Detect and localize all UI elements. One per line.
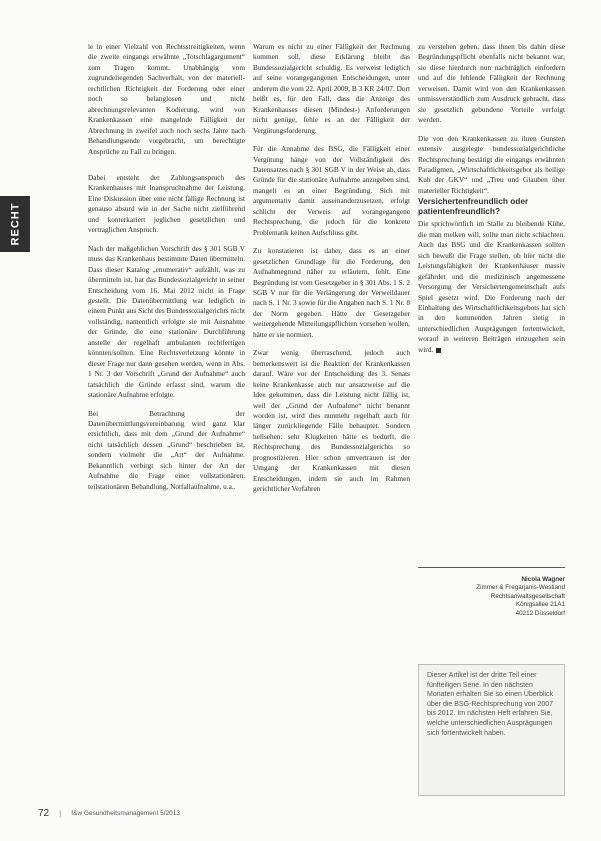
author-divider [418, 567, 565, 568]
paragraph: Dabei entsteht der Zahlungsanspruch des Krankenhauses mit Inanspruchnahme der Leistung. Eine Diskussion über eine nicht fällige Rechnung ist genauso absurd wie in der Sache nicht zielführend und konterkariert jeglichen gesetzlichen und vertraglichen Anspruch. [88, 172, 245, 235]
paragraph: Zu konstatieren ist daher, dass es an einer gesetzlichen Grundlage für die Forderung, den Aufnahmegrund näher zu erläutern, fehlt. Eine Begründung ist vom Gesetzgeber in § 301 Abs. 1 S. 2 SGB V nur für die Verlängerung der Verweildauer nach S. 1 Nr. 3 sowie für die Angaben nach S. 1 Nr. 8 der Norm gegeben. Hätte der Gesetzgeber weitergehende Mitteilungspflichten vorsehen wollen, hätte er sie normiert. [253, 246, 410, 339]
page-footer [38, 808, 180, 819]
paragraph: le in einer Vielzahl von Rechtsstreitigkeiten, wenn die zweite eingangs erwähnte „Totschlagargument“ zum Tragen kommt. Unabhängig vom zugrundeliegenden Sachverhalt, von der materiell-rechtlichen Richtigkeit der Forderung oder einer noch so belanglosen und nicht abrechnungsrelevanten Kodierung, wird von Krankenkassen eine mangelnde Fälligkeit der Abrechnung in zweifel auch noch sechs Jahre nach Behandlungsende vorgebracht, um berechtigte Ansprüche zu Fall zu bringen. [88, 42, 245, 156]
paragraph: zu verstehen geben, dass ihnen bis dahin diese Begründungspflicht ebenfalls nicht bekannt war, sie diese hierdurch nun nachträglich einfordern und auf die fehlende Fälligkeit der Rechnung verweisen. Damit wird von den Krankenkassen unmissverständlich zum Ausdruck gebracht, dass sie gesetzlich gebundene Vorteile verfolgt werden. [418, 42, 565, 125]
author-line: 40212 Düsseldorf [515, 609, 565, 617]
page-number: 72 [38, 808, 50, 819]
author-line: Rechtsanwaltsgesellschaft [490, 592, 565, 600]
author-name: Nicola Wagner [521, 576, 565, 583]
footer-separator: | [59, 809, 62, 818]
paragraph: Für die Annahme des BSG, die Fälligkeit einer Vergütung hänge von der Vollständigkeit des Datensatzes nach § 301 SGB V in der Weise ab, dass Gründe für die stationäre Aufnahme anzugeben sind, mangelt es an einer Begründung. Sich mit argumentativ damit auseinanderzusetzen, erfolgt schlicht der Verweis auf vorangegangene Rechtsprechung, die jedoch für die konkrete Problematik keinen Aufschluss gibt. [253, 144, 410, 237]
paragraph: Nach der maßgeblichen Vorschrift des § 301 SGB V muss das Krankenhaus bestimmte Daten übermitteln. Dass dieser Katalog „enumerativ“ aufzählt, was zu übermitteln ist, hat das Bundessozialgericht in seiner Entscheidung vom 16. Mai 2012 nicht in Frage gestellt. Die Datenübermittlung war lediglich in einem Punkt aus Sicht des Bundessozialgerichts nicht vollständig, namentlich erfolgte sie mit Ausnahme der Gründe, die eine stationäre Durchführung anstelle der regelhaft ambulanten rechtfertigen könnten/sollten. Eine Rechtsverletzung könnte in dieser Frage nur dann gesehen werden, wenn in Abs. 1 Nr. 3 der Vorschrift „Grund der Aufnahme“ auch tatsächlich die Gründe erfasst sind, warum die stationäre Aufnahme erfolgte. [88, 243, 245, 400]
paragraph [418, 219, 565, 355]
section-tab [0, 196, 30, 252]
author-block [418, 576, 565, 618]
paragraph: Zwar wenig überraschend, jedoch auch bemerkenswert ist die Reaktion der Krankenkassen darauf. Wäre vor der Entscheidung des 3. Senats keine Krankenkasse auch nur ansatzweise auf die Idee gekommen, dass die Leistung nicht fällig ist, weil der „Grund der Aufnahme“ nicht benannt worden ist, wird dies nunmehr regelhaft auch für länger zurückliegende Fälle behauptet. Sondern hellsehen: sehr Klugkeiten hätte es bedurft, die Rechtsprechung des Bundessozialgerichts so prognostizieren. Hier schon umvertrauen ist der Umgang der Krankenkassen mit diesen Entscheidungen, indem sie auch im Rahmen gerichtlicher Verfahren [253, 348, 410, 494]
paragraph: Warum es nicht zu einer Fälligkeit der Rechnung kommen soll, diese Erklärung bleibt das Bundessozialgericht schuldig. Es verweist lediglich auf seine vorangegangenen Entscheidungen, unter anderem die vom 22. April 2009, B 3 KR 24/07. Dort heißt es, für den Fall, dass die Anzeige des Krankenhauses diesen (Mindest-) Anforderungen nicht genüge, fehle es an der Fälligkeit der Vergütungsforderung. [253, 42, 410, 135]
author-line: Zimmer & Fregarjanis-Westland [476, 584, 565, 592]
article-column-3 [418, 42, 565, 355]
series-info-box [418, 664, 565, 796]
article-column-2 [253, 42, 410, 495]
paragraph-text: Die sprichwörtlich im Stalle zu bleibende Kühe, die man melken will, sollte man nicht schlachten. Auch das BSG und die Krankenkassen sollten sich bewußt die Frage stellen, ob hier nicht die Leistungsfähigkeit der Krankenhäuser massiv gefährdet und die medizinisch angemessene Versorgung der Versichertengemeinschaft aufs Spiel gesetzt wird. Die Forderung nach der Einhaltung des Wirtschaftlichkeitsgebots hat sich in den kommenden Jahren stetig in unterschiedlichen Ausprägungen fortentwickelt, worauf in weiteren Beiträgen einzugehen sein wird. [418, 219, 565, 354]
series-info-text: Dieser Artikel ist der dritte Teil einer fünfteiligen Serie. In den nächsten Monaten erhalten Sie so einen Überblick über die BSG-Rechtsprechung von 2007 bis 2012. Im nächsten Heft erfahren Sie, welche unterschiedlichen Ausprägungen sich fortentwickelt haben. [427, 672, 554, 737]
section-tab-label: RECHT [9, 202, 22, 246]
paragraph: Bei Betrachtung der Datenübermittlungsvereinbarung wird ganz klar ersichtlich, dass mit dem „Grund der Aufnahme“ nicht tatsächlich dessen „Grund“ beschrieben ist, sondern vielmehr die „Art“ der Aufnahme. Bekanntlich verbirgt sich hinter der Art der Aufnahme die Frage einer vollstationären, teilstationären Behandlung, Notfallaufnahme, u.a.. [88, 408, 245, 491]
paragraph: Die von den Krankenkassen zu ihren Gunsten extensiv ausgelegte bundessozialgerichtliche Rechtsprechung bestätigt die eingangs erwähnten Paradigmen, „Wirtschaftlichkeitsgebot als heilige Kuh der GKV“ und „Treu und Glauben über materieller Richtigkeit“. [418, 133, 565, 195]
author-line: Königsallee 21A1 [515, 601, 565, 609]
article-column-1 [88, 42, 245, 492]
section-subheading: Versichertenfreundlich oder patientenfreundlich? [418, 196, 529, 217]
publication-name: f&w Gesundheitsmanagement 5/2013 [71, 810, 180, 817]
end-mark-icon [436, 348, 441, 353]
